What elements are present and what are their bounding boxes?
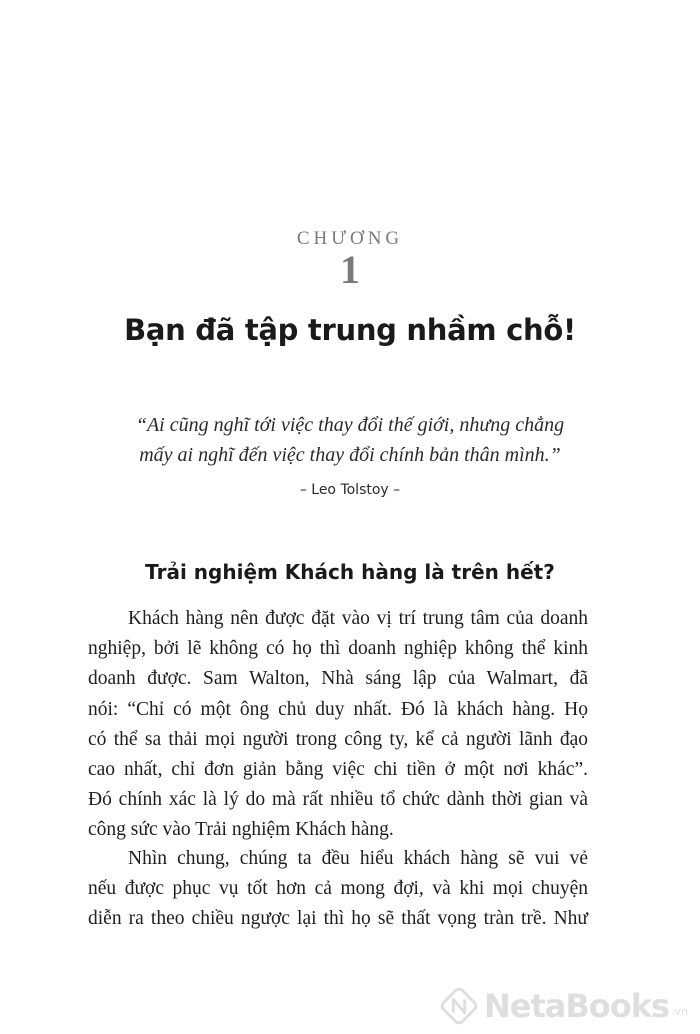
paragraph bbox=[88, 604, 588, 846]
paragraph-line: Đó chính xác là lý do mà rất nhiều tổ chức dành thời gian và bbox=[88, 789, 588, 811]
paragraph-line: Khách hàng nên được đặt vào vị trí trung tâm của doanh bbox=[128, 608, 588, 629]
paragraph-line: nói: “Chỉ có một ông chủ duy nhất. Đó là khách hàng. Họ bbox=[88, 698, 588, 720]
epigraph-line: “Ai cũng nghĩ tới việc thay đổi thế giới, nhưng chẳng bbox=[135, 414, 565, 436]
paragraph-line: cao nhất, chỉ đơn giản bằng việc chi tiền ở một nơi khác”. bbox=[88, 759, 588, 781]
paragraph-line: nếu được phục vụ tốt hơn cả mong đợi, và khi mọi chuyện bbox=[88, 878, 588, 900]
chapter-label: CHƯƠNG bbox=[296, 228, 404, 249]
watermark-suffix: .vn bbox=[671, 1005, 688, 1018]
paragraph-line: công sức vào Trải nghiệm Khách hàng. bbox=[88, 819, 394, 841]
netabooks-watermark bbox=[440, 986, 688, 1026]
chapter-number: 1 bbox=[340, 247, 360, 292]
paragraph-line: doanh được. Sam Walton, Nhà sáng lập của Walmart, đã bbox=[88, 668, 588, 690]
paragraph-line: Nhìn chung, chúng ta đều hiểu khách hàng sẽ vui vẻ bbox=[128, 848, 588, 869]
paragraph-line: có thể sa thải mọi người trong công ty, kể cả người lãnh đạo bbox=[88, 728, 588, 750]
epigraph-line: mấy ai nghĩ đến việc thay đổi chính bản thân mình.” bbox=[139, 444, 561, 466]
watermark-brand: NetaBooks bbox=[483, 987, 670, 1025]
epigraph-quote bbox=[60, 410, 640, 470]
paragraph-line: diễn ra theo chiều ngược lại thì họ sẽ thất vọng tràn trề. Như bbox=[88, 908, 588, 930]
paragraph bbox=[88, 844, 588, 935]
section-heading: Trải nghiệm Khách hàng là trên hết? bbox=[145, 560, 555, 584]
chapter-title: Bạn đã tập trung nhầm chỗ! bbox=[124, 313, 576, 347]
paragraph-line: nghiệp, bởi lẽ không có họ thì doanh nghiệp không thể kinh bbox=[88, 638, 588, 660]
netabooks-logo-icon bbox=[440, 987, 478, 1025]
epigraph-author: – Leo Tolstoy – bbox=[299, 482, 401, 498]
